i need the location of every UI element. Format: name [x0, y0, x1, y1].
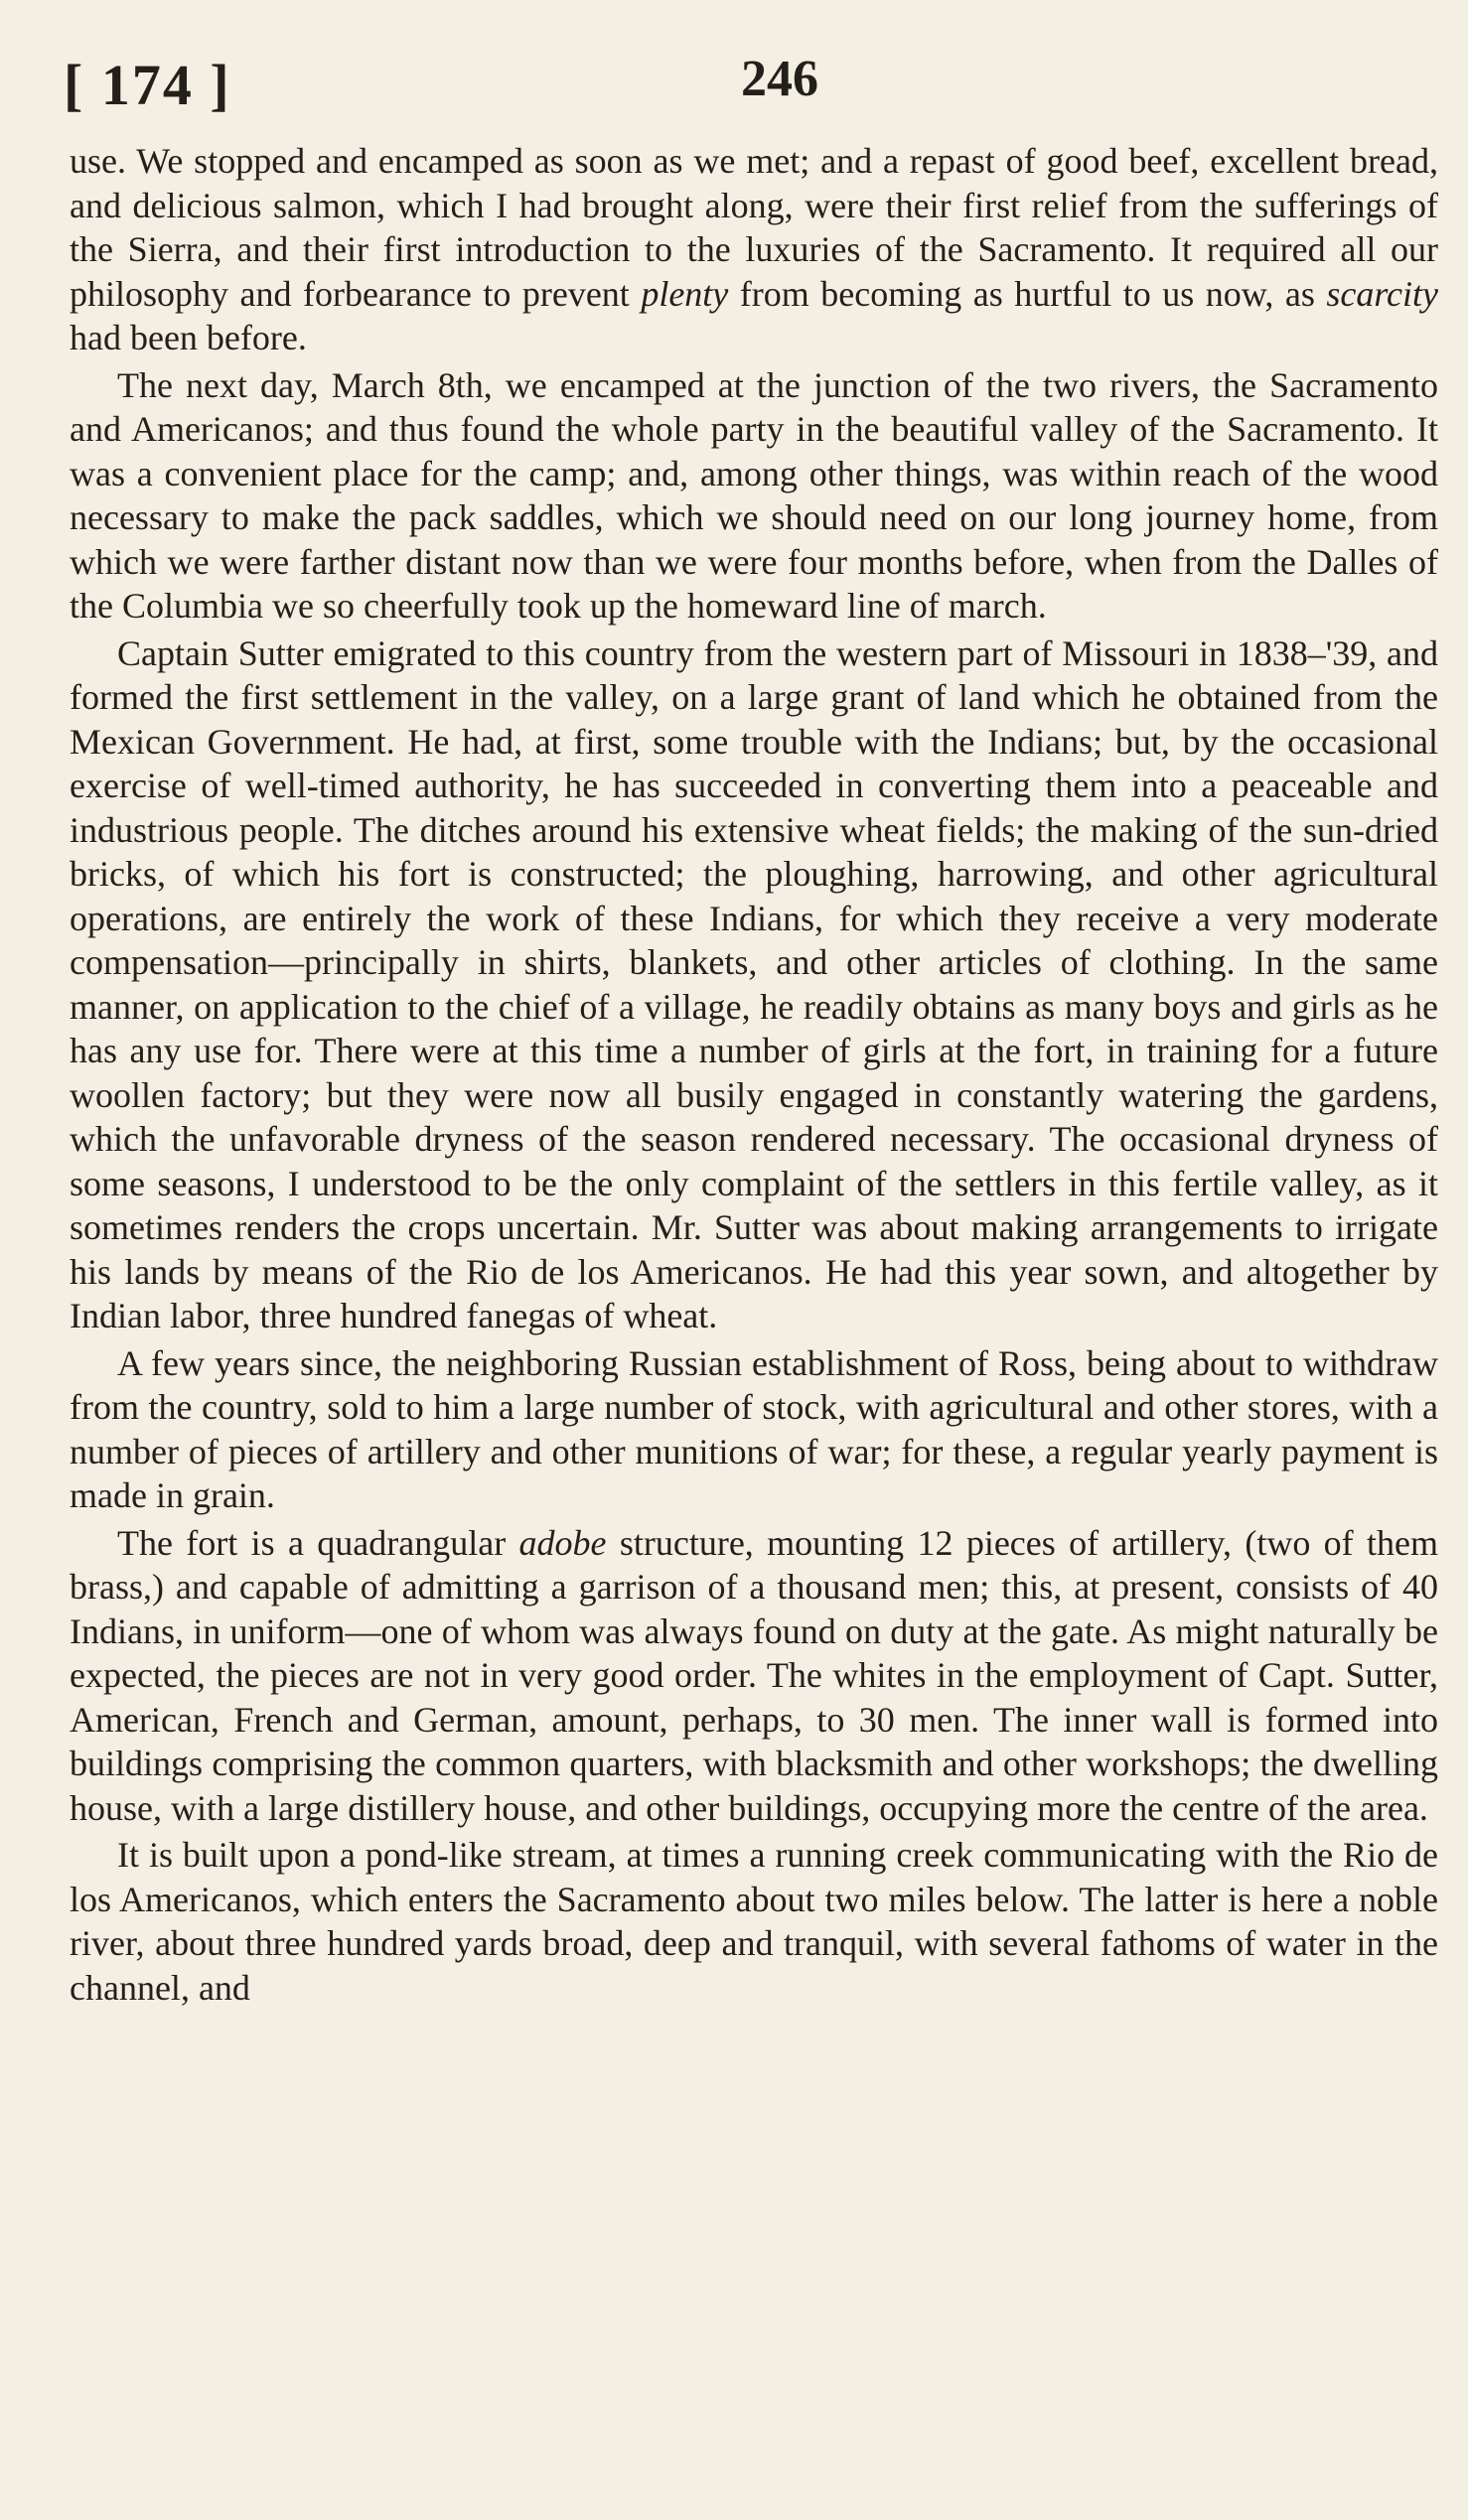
text-segment: The fort is a quadrangular: [117, 1522, 519, 1563]
paragraph-1: [70, 139, 1438, 360]
italic-word-adobe: adobe: [518, 1522, 607, 1563]
italic-word-scarcity: scarcity: [1326, 273, 1438, 314]
paragraph-6: It is built upon a pond-like stream, at times a running creek communicating with the Rio de los Americanos, which enters the Sacramento about two miles below. The latter is here a noble river, about three hundred yards broad, deep and tranquil, with several fathoms of water in the channel, and: [70, 1835, 1438, 2008]
bracketed-page-number: [ 174 ]: [64, 53, 231, 117]
text-segment: from becoming as hurtful to us now, as: [728, 273, 1327, 314]
text-segment: structure, mounting 12 pieces of artillery, (two of them brass,) and capable of admitting a garrison of a thousand men; this, at present, consists of 40 Indians, in uniform—one of whom was always found on duty at the gate. As might naturally be expected, the pieces are not in very good order. The whites in the employment of Capt. Sutter, American, French and German, amount, perhaps, to 30 men. The inner wall is formed into buildings comprising the common quarters, with blacksmith and other workshops; the dwelling house, with a large distillery house, and other buildings, occupying more the centre of the area.: [70, 1522, 1438, 1828]
paragraph-3: Captain Sutter emigrated to this country from the western part of Missouri in 1838–'39, and formed the first settlement in the valley, on a large grant of land which he obtained from the Mexican Government. He had, at first, some trouble with the Indians; but, by the occasional exercise of well-timed authority, he has succeeded in converting them into a peaceable and industrious people. The ditches around his extensive wheat fields; the making of the sun-dried bricks, of which his fort is constructed; the ploughing, harrowing, and other agricultural operations, are entirely the work of these Indians, for which they receive a very moderate compensation—principally in shirts, blankets, and other articles of clothing. In the same manner, on application to the chief of a village, he readily obtains as many boys and girls as he has any use for. There were at this time a number of girls at the fort, in training for a future woollen factory; but they were now all busily engaged in constantly watering the gardens, which the unfavorable dryness of the season rendered necessary. The occasional dryness of some seasons, I understood to be the only complaint of the settlers in this fertile valley, as it sometimes renders the crops uncertain. Mr. Sutter was about making arrangements to irrigate his lands by means of the Rio de los Americanos. He had this year sown, and altogether by Indian labor, three hundred fanegas of wheat.: [70, 632, 1438, 1335]
paragraph-2: The next day, March 8th, we encamped at the junction of the two rivers, the Sacramento and Americanos; and thus found the whole party in the beautiful valley of the Sacramento. It was a convenient place for the camp; and, among other things, was within reach of the wood necessary to make the pack saddles, which we should need on our long journey home, from which we were farther distant now than we were four months before, when from the Dalles of the Columbia we so cheerfully took up the homeward line of march.: [70, 364, 1438, 626]
paragraph-5: [70, 1521, 1438, 1831]
paragraph-4: A few years since, the neighboring Russian establishment of Ross, being about to withdraw from the country, sold to him a large number of stock, with agricultural and other stores, with a number of pieces of artillery and other munitions of war; for these, a regular yearly payment is made in grain.: [70, 1342, 1438, 1515]
text-segment: had been before.: [70, 318, 307, 357]
running-head: [64, 40, 1436, 149]
body-text: [70, 139, 1438, 2010]
page-number: 246: [741, 51, 818, 107]
text-segment: use. We stopped and encamped as soon as we met; and a repast of good beef, excellent bread, and delicious salmon, which I had brought along, were their first relief from the sufferings of the Sierra, and their first introduction to the luxuries of the Sacramento. It required all our philosophy and forbearance to prevent: [70, 141, 1438, 314]
italic-word-plenty: plenty: [641, 273, 729, 314]
